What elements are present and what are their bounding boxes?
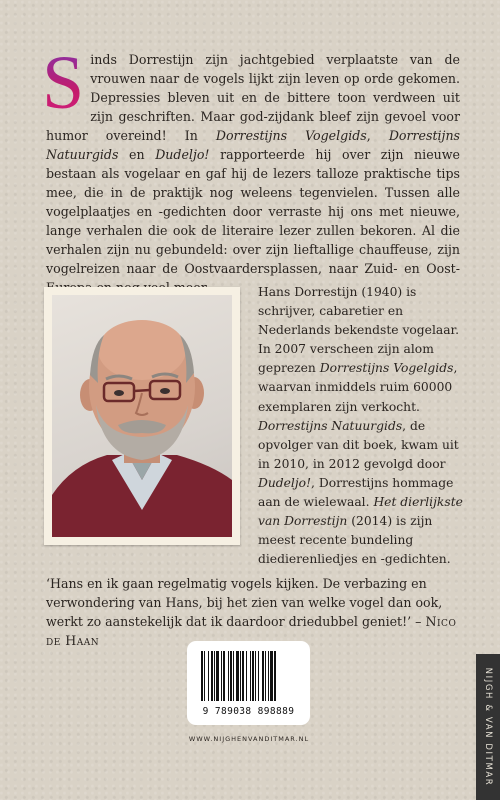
barcode-bar: [240, 651, 241, 701]
book-title: Dudeljo!: [155, 147, 210, 162]
barcode-bar: [274, 651, 276, 701]
intro-text: S inds Dorrestijn zijn jachtgebied verplaatste van de vrouwen naar de vogels lijkt zijn leven op orde gekomen. Depressies bleven uit en de bittere toon verdween uit zijn geschriften. Maar god-zijdank bleef zijn gevoel voor humor overeind! In Dorrestijns Vogelgids, Dorrestijns Natuurgids en Dudeljo! rapporteerde hij over zijn nieuwe bestaan als vogelaar en gaf hij de lezers talloze praktische tips mee, die in de praktijk nog weleens tegenvielen. Tussen alle vogelplaatjes en -gedichten door verraste hij ons met nieuwe, lange verhalen die ook de literaire lezer zullen bekoren. Al die verhalen zijn nu gebundeld: over zijn lieftallige chauffeuse, zijn vogelreizen naar de Oostvaardersplassen, naar Zuid- en Oost-: [46, 50, 460, 297]
barcode-bar: [270, 651, 273, 701]
book-title: Dudeljo!: [258, 475, 312, 490]
publisher-strip: [476, 654, 500, 800]
barcode-bar: [252, 651, 254, 701]
book-title: Dorrestijns Natuurgids: [46, 128, 461, 162]
publisher-name: NIJGH & VAN DITMAR: [483, 667, 493, 787]
author-photo: [52, 295, 232, 537]
book-title: Het dierlijkste van Dorrestijn: [258, 495, 463, 529]
quote-author: Nico de Haan: [46, 614, 457, 648]
book-title: Dorrestijns Vogelgids: [319, 361, 454, 376]
barcode-bar: [204, 651, 205, 701]
barcode-bar: [246, 651, 247, 701]
barcode-bar: [216, 651, 219, 701]
barcode-bar: [201, 651, 203, 701]
barcode-bar: [214, 651, 215, 701]
publisher-website: WWW.NIJGHENVANDITMAR.NL: [188, 735, 310, 743]
barcode-bar: [242, 651, 244, 701]
book-title: Dorrestijns Vogelgids: [215, 128, 367, 143]
barcode-bar: [223, 651, 225, 701]
barcode-bar: [258, 651, 259, 701]
barcode-bar: [221, 651, 222, 701]
isbn-number: 9 789038 898889: [202, 706, 295, 717]
endorsement-quote: ‘Hans en ik gaan regelmatig vogels kijken. De verbazing en verwondering van Hans, bij het zien van welke vogel dan ook, werkt zo aanstekelijk dat ik daardoor driedubbel geniet!’ – Nico de Haan: [46, 576, 457, 648]
barcode-bar: [233, 651, 234, 701]
barcode-bar: [255, 651, 256, 701]
barcode: [187, 641, 310, 725]
barcode-bar: [268, 651, 269, 701]
barcode-bar: [208, 651, 209, 701]
barcode-bar: [228, 651, 229, 701]
author-photo-frame: [44, 287, 240, 545]
barcode-bar: [250, 651, 251, 701]
barcode-bar: [265, 651, 266, 701]
intro-part-2: rapporteerde hij over zijn nieuwe bestaan als vogelaar en gaf hij de lezers talloze praktische tips mee, die in de praktijk nog weleens tegenvielen. Tussen alle vogelplaatjes en -gedichten door verraste hij ons met nieuwe, lange verhalen die ook de literaire lezer zullen bekoren. Al die verhalen zijn nu gebundeld: over zijn lieftallige chauffeuse, zijn vogelreizen naar de Oostvaardersplassen, naar Zuid- en Oost-: [46, 147, 460, 276]
book-title: Dorrestijns Natuurgids: [258, 418, 403, 433]
barcode-bar: [262, 651, 264, 701]
author-portrait-illustration: [52, 295, 232, 537]
barcode-bar: [230, 651, 232, 701]
author-bio: Hans Dorrestijn (1940) is schrijver, cabaretier en Nederlands bekendste vogelaar. In 2007 verscheen zijn alom geprezen Dorrestijns Vogelgids, waarvan inmiddels ruim 60000 exemplaren zijn verkocht. Dorrestijns Natuurgids, de opvolger van dit boek, kwam uit in 2010, in 2012 gevolgd door Dudeljo!, Dorrestijns hommage aan de wielewaal. Het dierlijkste van Dorrestijn (2014) is zijn meest recente bundeling diedierenliedjes en -gedichten.: [258, 285, 463, 567]
intro-part-1: inds Dorrestijn zijn jachtgebied verplaatste van de vrouwen naar de vogels lijkt zijn leven op orde gekomen. Depressies bleven uit en de bittere toon verdween uit zijn geschriften. Maar god-zijdank bleef zijn gevoel voor humor overeind! In: [46, 52, 460, 143]
drop-cap: S: [42, 41, 85, 125]
barcode-bar: [236, 651, 239, 701]
quote-text: ‘Hans en ik gaan regelmatig vogels kijken. De verbazing en verwondering van Hans, bij het zien van welke vogel dan ook, werkt zo aanstekelijk dat ik daardoor driedubbel geniet!’: [46, 576, 443, 629]
barcode-bar: [211, 651, 213, 701]
